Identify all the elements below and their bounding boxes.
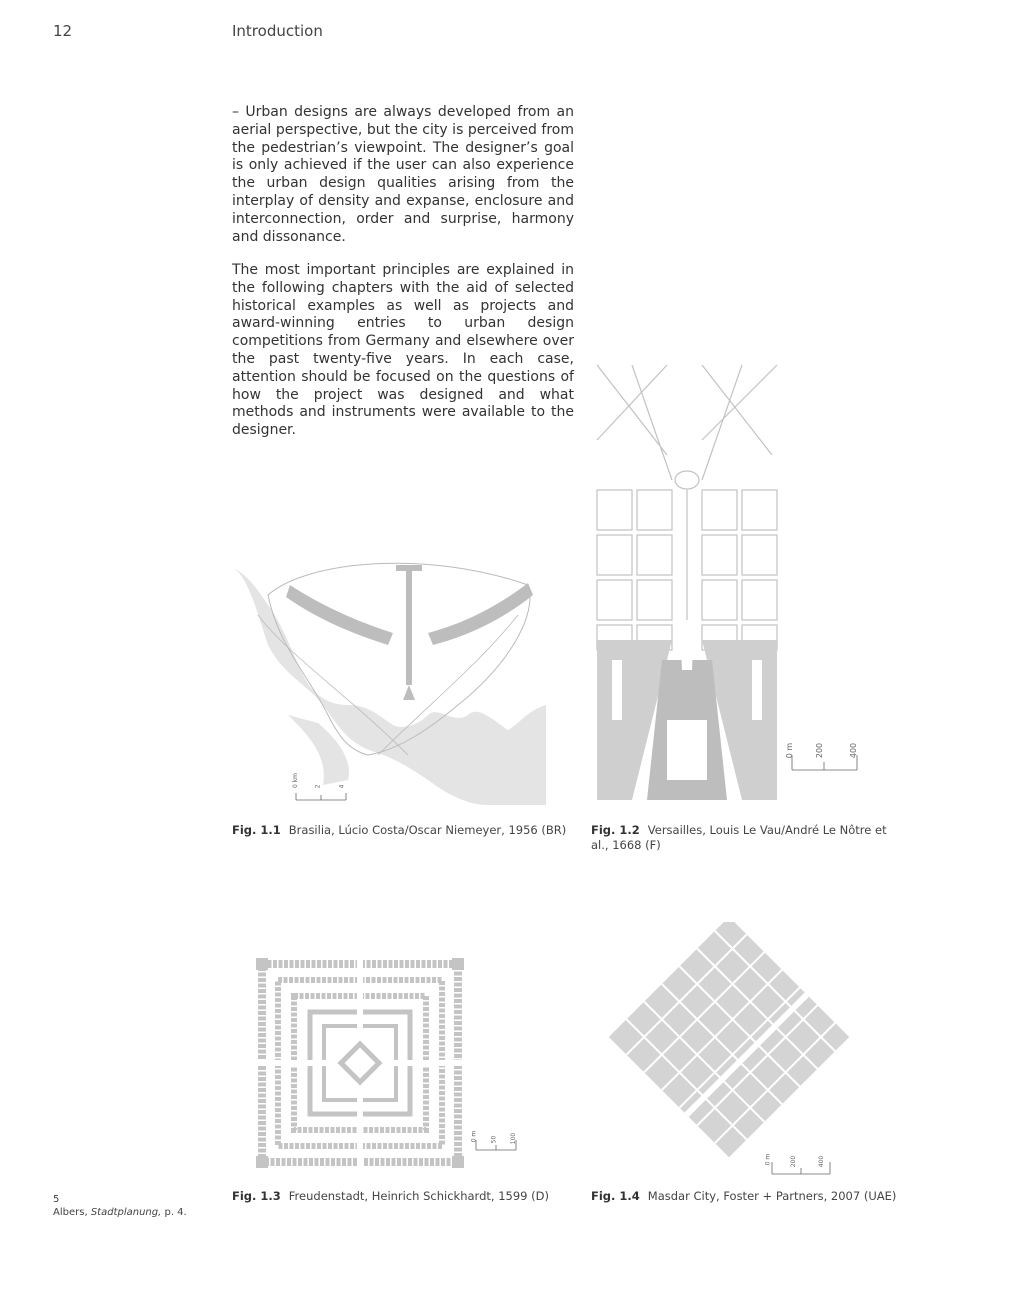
versailles-plan-figure (592, 360, 882, 808)
scale-label-2: 400 (818, 1155, 826, 1168)
masdar-plan-figure (594, 922, 864, 1177)
footnote-page: p. 4. (164, 1207, 187, 1218)
caption-fig-1-2 (591, 823, 901, 852)
scale-label-0: 0 m (785, 742, 795, 759)
freudenstadt-plan-figure (254, 958, 524, 1173)
page-number: 12 (53, 22, 73, 40)
scale-label-0: 0 m (764, 1153, 772, 1166)
footnote-text (53, 1206, 187, 1219)
scale-label-1: 200 (815, 742, 825, 759)
scale-label-2: 400 (849, 742, 859, 759)
freudenstadt-plan-drawing (254, 958, 524, 1173)
figure-label: Fig. 1.1 (232, 823, 281, 837)
footnote-title: Stadtplanung, (90, 1207, 162, 1218)
footnote-number: 5 (53, 1194, 60, 1205)
scale-label-0: 0 km (292, 772, 300, 789)
scale-label-2: 4 (338, 784, 346, 789)
caption-fig-1-4 (591, 1189, 931, 1204)
chapter-title: Introduction (232, 22, 323, 40)
figure-label: Fig. 1.4 (591, 1189, 640, 1203)
scale-label-1: 200 (790, 1155, 798, 1168)
brasilia-plan-figure (228, 555, 548, 810)
body-paragraph-1: – Urban designs are always developed from an aerial perspective, but the city is perceived from the pedestrian’s viewpoint. The designer’s goal is only achieved if the user can also experience the urban design qualities arising from the interplay of density and expanse, enclosure and interconnection, order and surprise, harmony and dissonance. (232, 104, 574, 245)
figure-caption: Masdar City, Foster + Partners, 2007 (UAE) (647, 1189, 897, 1203)
scale-label-2: 100 (510, 1132, 518, 1145)
scale-label-0: 0 m (470, 1130, 478, 1143)
footnote-author: Albers, (53, 1207, 88, 1218)
footnote (53, 1193, 187, 1219)
figure-label: Fig. 1.2 (591, 823, 640, 837)
figure-label: Fig. 1.3 (232, 1189, 281, 1203)
figure-caption: Freudenstadt, Heinrich Schickhardt, 1599 (D) (288, 1189, 549, 1203)
scale-label-1: 50 (490, 1135, 498, 1144)
figure-caption: Versailles, Louis Le Vau/André Le Nôtre et al., 1668 (F) (591, 823, 887, 852)
caption-fig-1-1 (232, 823, 572, 838)
versailles-plan-drawing (592, 360, 882, 808)
masdar-plan-drawing (594, 922, 864, 1177)
caption-fig-1-3 (232, 1189, 572, 1204)
brasilia-plan-drawing (228, 555, 548, 810)
body-paragraph-2: The most important principles are explained in the following chapters with the aid of selected historical examples as well as projects and award-winning entries to urban design competitions from Germany and elsewhere over the past twenty-five years. In each case, attention should be focused on the questions of how the project was designed and what methods and instruments were available to the designer. (232, 262, 574, 439)
scale-label-1: 2 (314, 784, 322, 789)
figure-caption: Brasilia, Lúcio Costa/Oscar Niemeyer, 1956 (BR) (288, 823, 567, 837)
